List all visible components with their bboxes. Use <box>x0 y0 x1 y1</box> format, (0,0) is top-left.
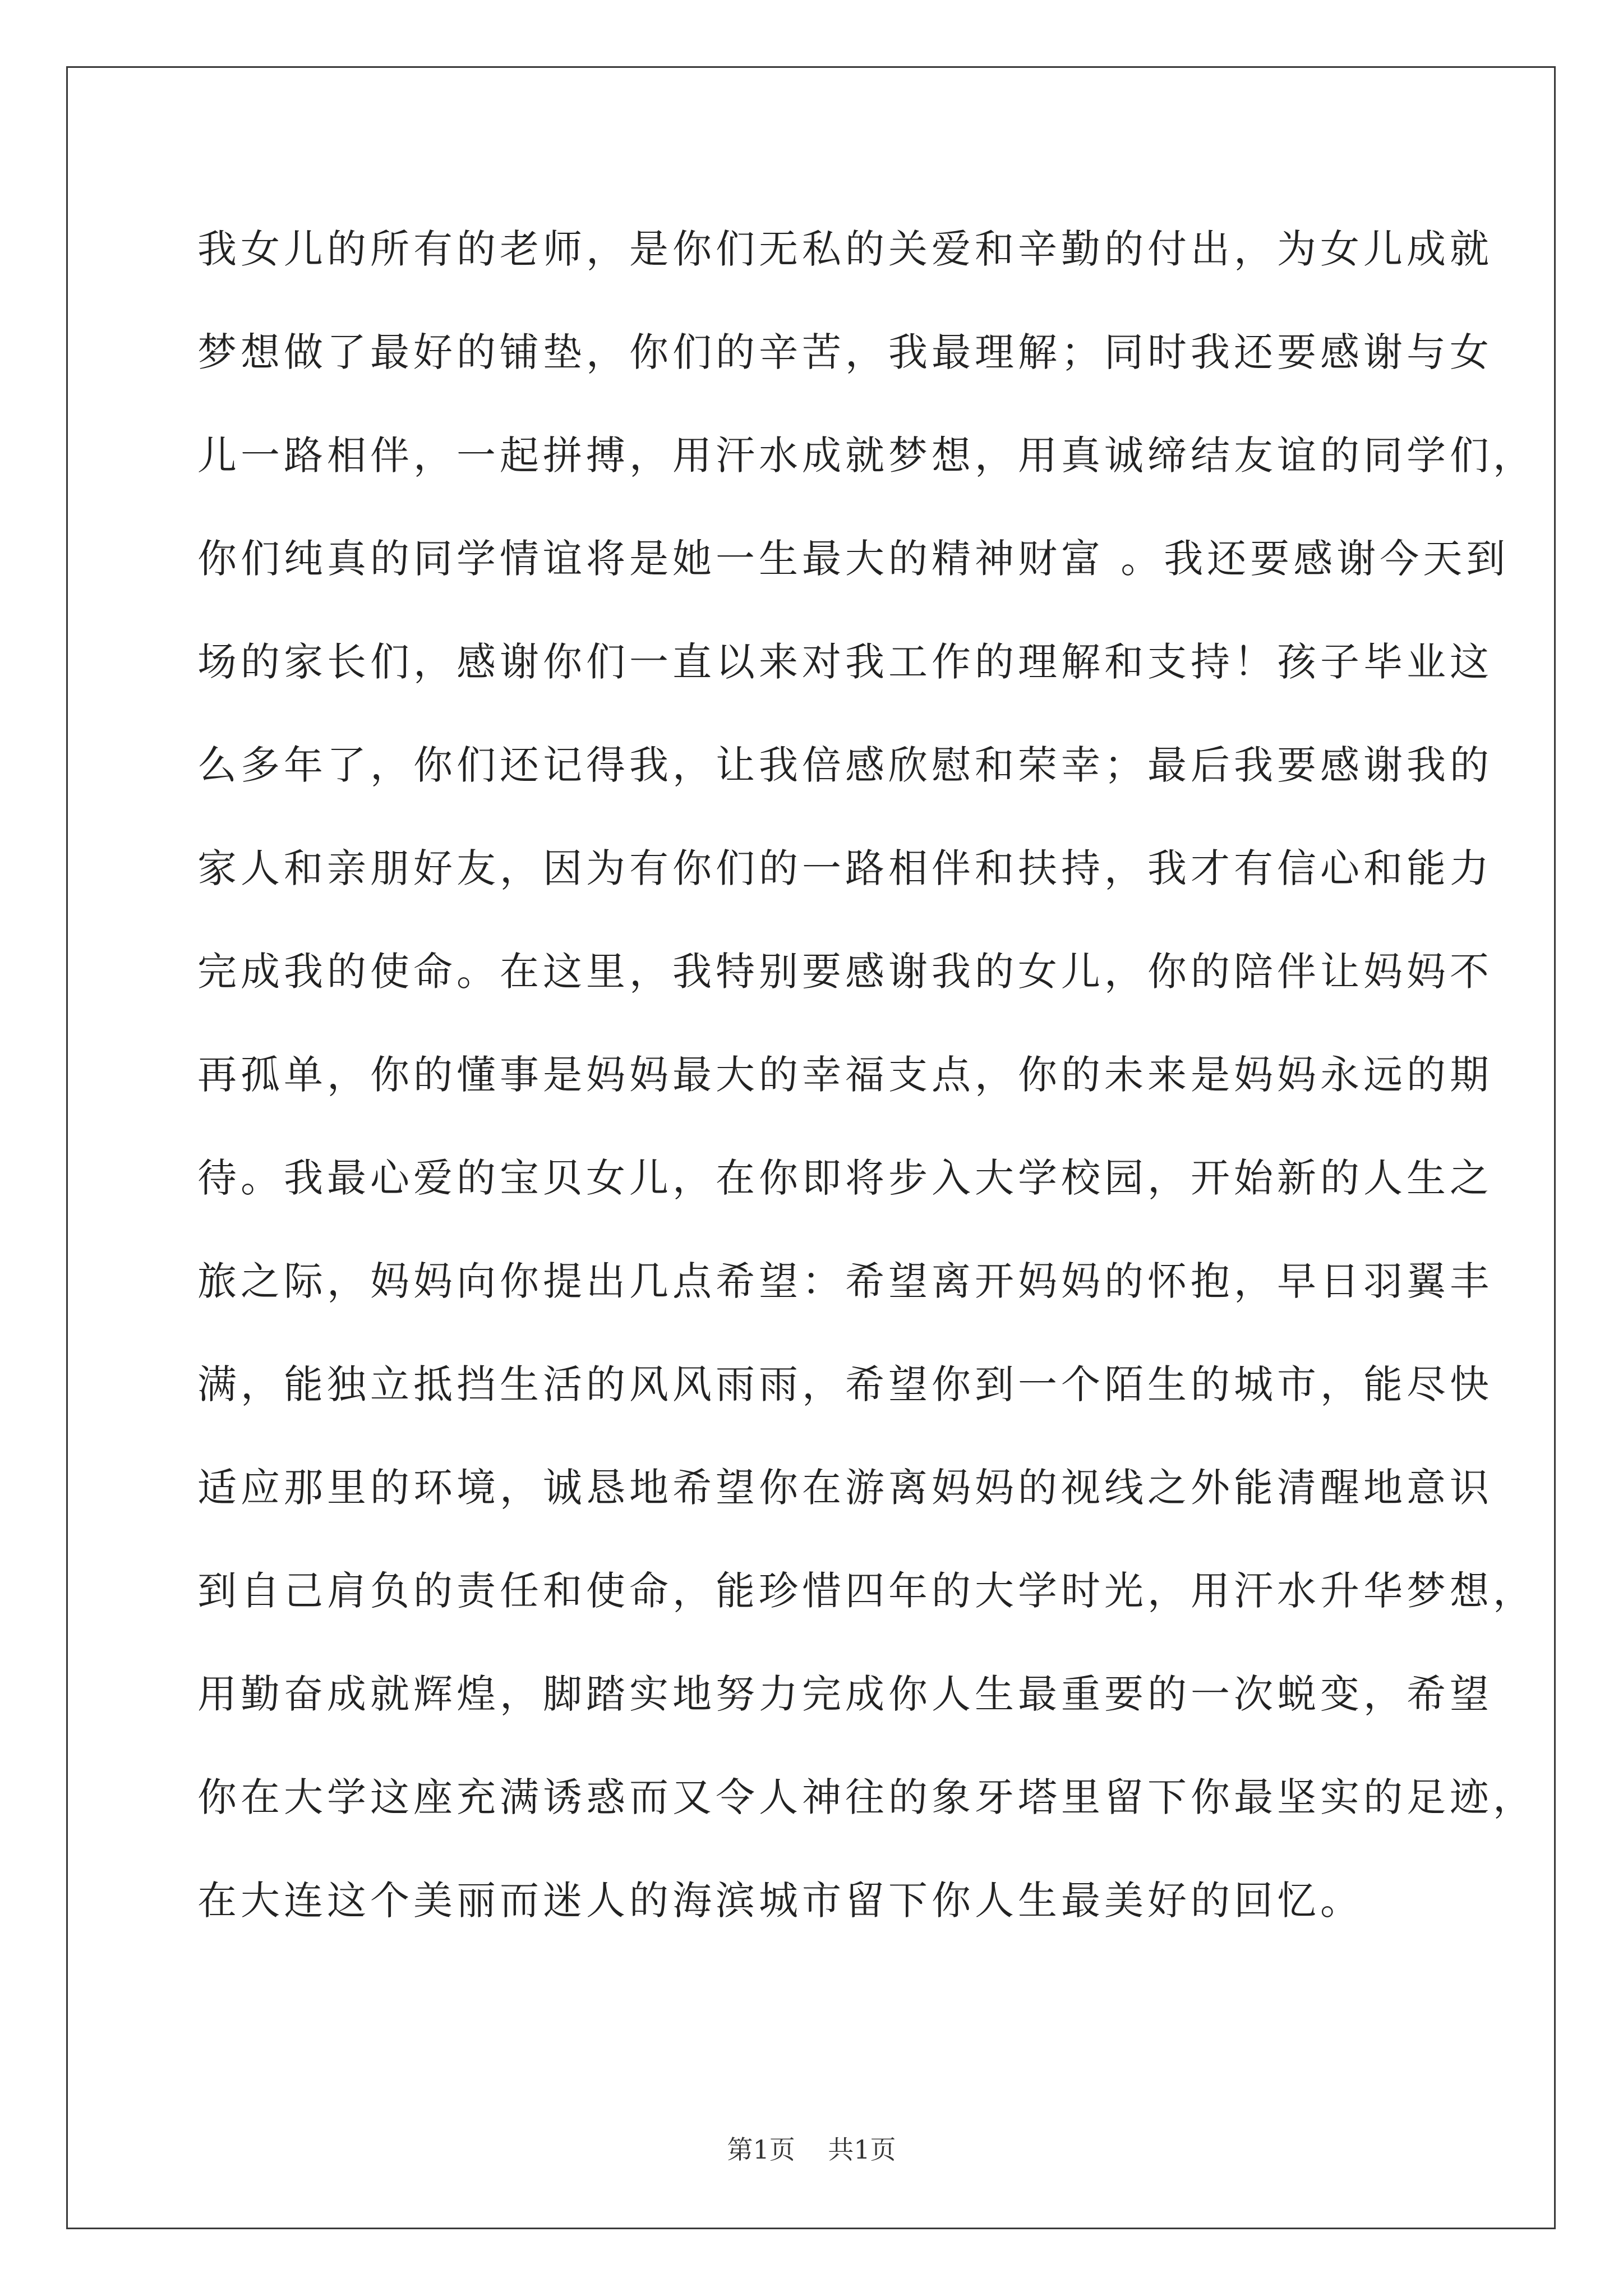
text-line: 待。我最心爱的宝贝女儿，在你即将步入大学校园，开始新的人生之 <box>197 1155 1493 1201</box>
text-line: 旅之际，妈妈向你提出几点希望：希望离开妈妈的怀抱，早日羽翼丰 <box>197 1258 1493 1304</box>
text-line: 儿一路相伴，一起拼搏，用汗水成就梦想，用真诚缔结友谊的同学们， <box>197 432 1536 478</box>
page-number-current: 第1页 <box>727 2134 795 2165</box>
text-line: 场的家长们，感谢你们一直以来对我工作的理解和支持！孩子毕业这 <box>197 639 1493 685</box>
text-line: 家人和亲朋好友，因为有你们的一路相伴和扶持，我才有信心和能力 <box>197 845 1493 891</box>
page-footer <box>0 2129 1623 2166</box>
text-line: 么多年了，你们还记得我，让我倍感欣慰和荣幸；最后我要感谢我的 <box>197 742 1493 788</box>
text-line: 完成我的使命。在这里，我特别要感谢我的女儿，你的陪伴让妈妈不 <box>197 949 1493 995</box>
text-line: 满，能独立抵挡生活的风风雨雨，希望你到一个陌生的城市，能尽快 <box>197 1361 1493 1407</box>
text-line: 再孤单，你的懂事是妈妈最大的幸福支点，你的未来是妈妈永远的期 <box>197 1052 1493 1098</box>
text-line: 在大连这个美丽而迷人的海滨城市留下你人生最美好的回忆。 <box>197 1878 1363 1924</box>
text-line: 适应那里的环境，诚恳地希望你在游离妈妈的视线之外能清醒地意识 <box>197 1465 1493 1511</box>
text-line: 用勤奋成就辉煌，脚踏实地努力完成你人生最重要的一次蜕变，希望 <box>197 1671 1493 1717</box>
text-line: 你们纯真的同学情谊将是她一生最大的精神财富 。我还要感谢今天到 <box>197 536 1510 582</box>
text-line: 到自己肩负的责任和使命，能珍惜四年的大学时光，用汗水升华梦想， <box>197 1568 1536 1614</box>
text-line: 梦想做了最好的铺垫，你们的辛苦，我最理解；同时我还要感谢与女 <box>197 329 1493 375</box>
page-number-total: 共1页 <box>828 2134 896 2165</box>
document-body <box>197 197 1536 1952</box>
text-line: 我女儿的所有的老师，是你们无私的关爱和辛勤的付出，为女儿成就 <box>197 226 1493 272</box>
text-line: 你在大学这座充满诱惑而又令人神往的象牙塔里留下你最坚实的足迹， <box>197 1774 1536 1820</box>
